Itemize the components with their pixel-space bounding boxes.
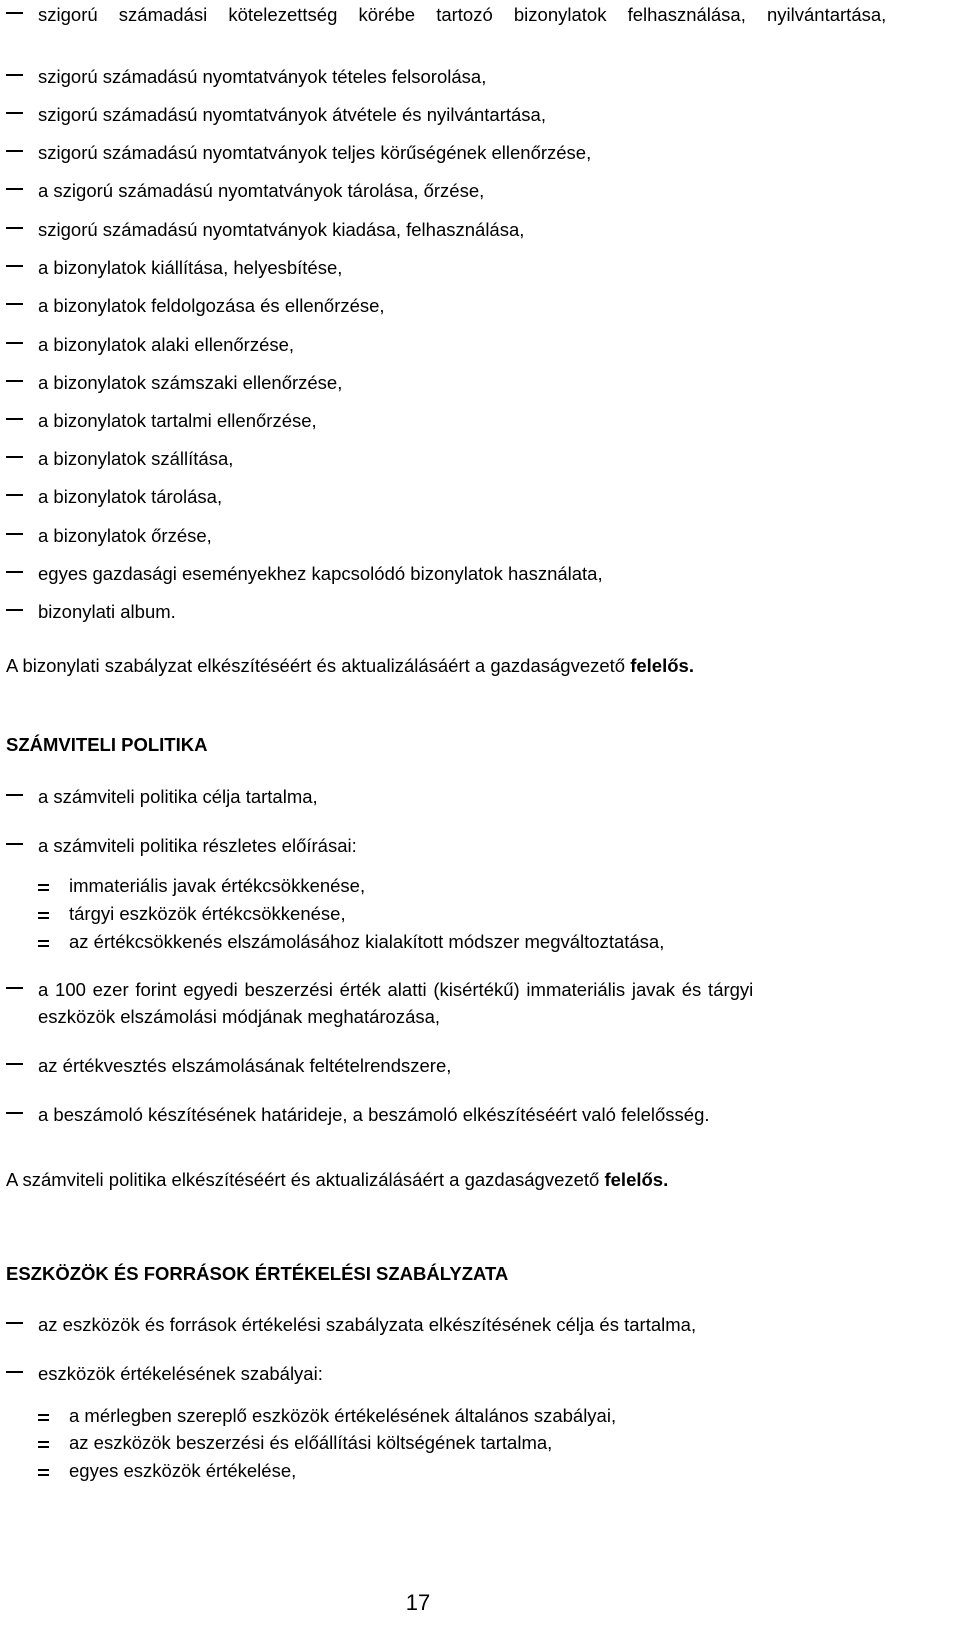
dash-bullet (6, 1312, 24, 1338)
dash-bullet (6, 370, 24, 396)
paragraph-text: A számviteli politika elkészítéséért és aktualizálásáért a gazdaságvezető (6, 1169, 605, 1190)
paragraph-bold-text: felelős. (604, 1169, 669, 1190)
sub-list-item-text: az eszközök beszerzési és előállítási költségének tartalma, (69, 1432, 553, 1453)
list-item-text: szigorú számadású nyomtatványok kiadása, felhasználása, (38, 219, 525, 240)
page-number: 17 (405, 1590, 431, 1615)
dash-bullet (6, 833, 24, 859)
list-item-text: a 100 ezer forint egyedi beszerzési érték alatti (kisértékű) immateriális javak és tárgyi (38, 979, 754, 1000)
sub-list-item-text: egyes eszközök értékelése, (69, 1460, 297, 1481)
sub-list-item-text: immateriális javak értékcsökkenése, (69, 875, 366, 896)
dash-bullet (6, 523, 24, 549)
list-item-text: a bizonylatok tárolása, (38, 486, 223, 507)
dash-bullet (6, 408, 24, 434)
dash-bullet (6, 977, 24, 1003)
dash-bullet (6, 102, 24, 128)
list-item-text: eszközök elszámolási módjának meghatározása, (38, 1006, 441, 1027)
dash-bullet (6, 217, 24, 243)
list-item-text: szigorú számadású nyomtatványok átvétele és nyilvántartása, (38, 104, 546, 125)
dash-bullet (6, 1053, 24, 1079)
list-item-text: a számviteli politika célja tartalma, (38, 786, 318, 807)
dash-bullet (6, 446, 24, 472)
dash-bullet (6, 561, 24, 587)
responsibility-paragraph (6, 1167, 668, 1193)
section-heading: ESZKÖZÖK ÉS FORRÁSOK ÉRTÉKELÉSI SZABÁLYZATA (6, 1263, 509, 1284)
list-item-text: a bizonylatok feldolgozása és ellenőrzése, (38, 295, 385, 316)
dash-bullet (6, 293, 24, 319)
dash-bullet (6, 2, 24, 28)
list-item-text: szigorú számadású nyomtatványok teljes körűségének ellenőrzése, (38, 142, 592, 163)
list-item-text: a bizonylatok számszaki ellenőrzése, (38, 372, 343, 393)
dash-bullet (6, 784, 24, 810)
dash-bullet (6, 599, 24, 625)
list-item-text: bizonylati album. (38, 601, 176, 622)
dash-bullet (6, 64, 24, 90)
list-item-text: szigorú számadási kötelezettség körébe tartozó bizonylatok felhasználása, nyilvántartása, (38, 4, 887, 25)
list-item-text: az eszközök és források értékelési szabályzata elkészítésének célja és tartalma, (38, 1314, 697, 1335)
dash-bullet (6, 255, 24, 281)
list-item-text: az értékvesztés elszámolásának feltételrendszere, (38, 1055, 452, 1076)
equals-bullet (36, 873, 52, 899)
responsibility-paragraph (6, 653, 694, 679)
equals-bullet (36, 1403, 52, 1429)
sub-list-item-text: tárgyi eszközök értékcsökkenése, (69, 903, 346, 924)
equals-bullet (36, 901, 52, 927)
list-item-text: a bizonylatok kiállítása, helyesbítése, (38, 257, 343, 278)
list-item-text: a bizonylatok tartalmi ellenőrzése, (38, 410, 317, 431)
equals-bullet (36, 1458, 52, 1484)
dash-bullet (6, 332, 24, 358)
dash-bullet (6, 178, 24, 204)
list-item-text: eszközök értékelésének szabályai: (38, 1363, 323, 1384)
section-heading: SZÁMVITELI POLITIKA (6, 734, 208, 755)
sub-list-item-text: a mérlegben szereplő eszközök értékelésének általános szabályai, (69, 1405, 617, 1426)
list-item-text: a bizonylatok őrzése, (38, 525, 212, 546)
list-item-text: a beszámoló készítésének határideje, a beszámoló elkészítéséért való felelősség. (38, 1104, 710, 1125)
sub-list-item-text: az értékcsökkenés elszámolásához kialakított módszer megváltoztatása, (69, 931, 665, 952)
list-item-text: a bizonylatok alaki ellenőrzése, (38, 334, 295, 355)
paragraph-text: A bizonylati szabályzat elkészítéséért és aktualizálásáért a gazdaságvezető (6, 655, 631, 676)
list-item-text: a szigorú számadású nyomtatványok tárolása, őrzése, (38, 180, 485, 201)
list-item-text: szigorú számadású nyomtatványok tételes felsorolása, (38, 66, 487, 87)
equals-bullet (36, 1430, 52, 1456)
dash-bullet (6, 484, 24, 510)
list-item-text: a bizonylatok szállítása, (38, 448, 234, 469)
dash-bullet (6, 1102, 24, 1128)
dash-bullet (6, 1361, 24, 1387)
paragraph-bold-text: felelős. (630, 655, 694, 676)
equals-bullet (36, 929, 52, 955)
dash-bullet (6, 140, 24, 166)
list-item-text: a számviteli politika részletes előírásai: (38, 835, 357, 856)
list-item-text: egyes gazdasági eseményekhez kapcsolódó bizonylatok használata, (38, 563, 603, 584)
